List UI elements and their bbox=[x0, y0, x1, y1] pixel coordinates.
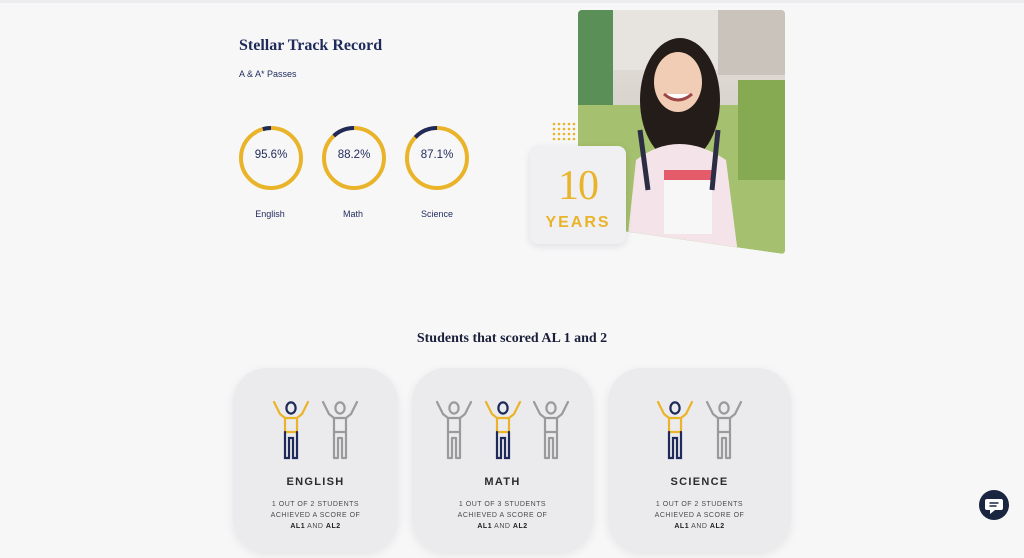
chat-bubble-icon bbox=[979, 490, 1009, 520]
years-badge bbox=[530, 146, 626, 244]
english-card-subject: ENGLISH bbox=[286, 476, 345, 488]
years-word: YEARS bbox=[545, 214, 611, 231]
science-and: AND bbox=[691, 523, 708, 530]
english-al1: AL1 bbox=[290, 523, 306, 530]
math-desc-line1: 1 OUT OF 3 STUDENTS bbox=[458, 501, 547, 508]
science-percent: 87.1% bbox=[420, 149, 454, 161]
math-ring-label: Math bbox=[342, 209, 363, 219]
track-record-title: Stellar Track Record bbox=[239, 37, 383, 54]
math-card-description bbox=[412, 499, 593, 532]
years-number: 10 bbox=[558, 163, 598, 209]
science-card-subject: SCIENCE bbox=[670, 476, 729, 488]
english-desc-line2: ACHIEVED A SCORE OF bbox=[270, 512, 361, 519]
science-desc-line2: ACHIEVED A SCORE OF bbox=[654, 512, 745, 519]
student-gray-icon bbox=[434, 398, 474, 462]
science-al1: AL1 bbox=[674, 523, 690, 530]
math-percent: 88.2% bbox=[337, 149, 371, 161]
english-card-description bbox=[233, 499, 398, 532]
decorative-dots bbox=[552, 122, 578, 146]
math-and: AND bbox=[494, 523, 511, 530]
math-figures bbox=[412, 398, 593, 462]
english-and: AND bbox=[307, 523, 324, 530]
student-gray-icon bbox=[320, 398, 360, 462]
math-desc-line3 bbox=[412, 521, 593, 532]
chat-button[interactable] bbox=[979, 490, 1009, 520]
english-desc-line3 bbox=[233, 521, 398, 532]
math-score-card bbox=[412, 368, 593, 552]
science-ring-label: Science bbox=[420, 209, 454, 219]
math-desc-line2: ACHIEVED A SCORE OF bbox=[457, 512, 548, 519]
english-al2: AL2 bbox=[325, 523, 341, 530]
english-score-card bbox=[233, 368, 398, 552]
math-al1: AL1 bbox=[477, 523, 493, 530]
english-ring-label: English bbox=[255, 209, 285, 219]
student-highlight-icon bbox=[271, 398, 311, 462]
student-gray-icon bbox=[531, 398, 571, 462]
science-al2: AL2 bbox=[709, 523, 725, 530]
english-progress-ring bbox=[238, 125, 304, 191]
science-progress-ring bbox=[404, 125, 470, 191]
math-card-subject: MATH bbox=[484, 476, 521, 488]
science-score-card bbox=[608, 368, 791, 552]
math-al2: AL2 bbox=[512, 523, 528, 530]
science-desc-line1: 1 OUT OF 2 STUDENTS bbox=[655, 501, 744, 508]
english-percent: 95.6% bbox=[254, 149, 288, 161]
science-card-description bbox=[608, 499, 791, 532]
science-desc-line3 bbox=[608, 521, 791, 532]
math-progress-ring bbox=[321, 125, 387, 191]
science-figures bbox=[608, 398, 791, 462]
track-record-subtitle: A & A* Passes bbox=[239, 69, 297, 79]
english-desc-line1: 1 OUT OF 2 STUDENTS bbox=[271, 501, 360, 508]
student-gray-icon bbox=[704, 398, 744, 462]
top-divider bbox=[0, 0, 1024, 3]
student-highlight-icon bbox=[655, 398, 695, 462]
scores-section-title: Students that scored AL 1 and 2 bbox=[416, 331, 608, 346]
student-highlight-icon bbox=[483, 398, 523, 462]
english-figures bbox=[233, 398, 398, 462]
